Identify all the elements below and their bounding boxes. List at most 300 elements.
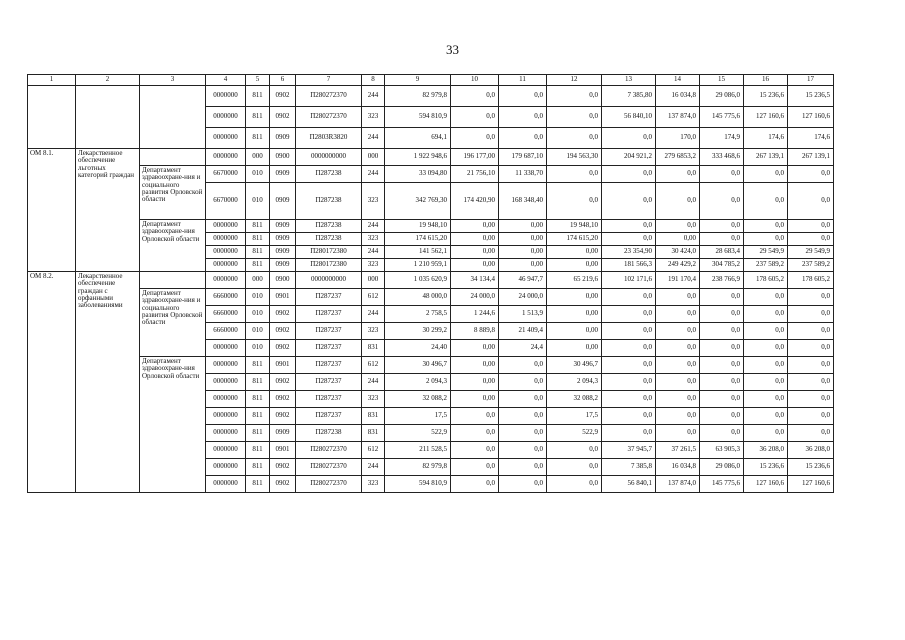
measure-code-cell: ОМ 8.2.: [28, 272, 76, 493]
code-cell: 0000000: [206, 128, 246, 149]
amount-cell: 15 236,5: [788, 86, 834, 107]
code-cell: 0909: [270, 166, 296, 183]
code-cell: 0000000: [206, 233, 246, 246]
amount-cell: 0,00: [451, 233, 499, 246]
amount-cell: 0,0: [547, 128, 602, 149]
amount-cell: 24,40: [385, 340, 451, 357]
amount-cell: 0,0: [656, 408, 700, 425]
amount-cell: 37 261,5: [656, 442, 700, 459]
amount-cell: 141 562,1: [385, 246, 451, 259]
amount-cell: 0,0: [700, 340, 744, 357]
amount-cell: 0,0: [744, 374, 788, 391]
amount-cell: 28 683,4: [700, 246, 744, 259]
code-cell: 0000000: [206, 86, 246, 107]
amount-cell: 0,00: [547, 323, 602, 340]
amount-cell: 0,0: [788, 340, 834, 357]
code-cell: П287238: [296, 425, 362, 442]
department-cell: Департамент здравоохране-ния Орловской области: [140, 220, 206, 272]
column-number-cell: 3: [140, 75, 206, 86]
code-cell: П280272370: [296, 442, 362, 459]
code-cell: 6660000: [206, 323, 246, 340]
code-cell: П280272370: [296, 86, 362, 107]
amount-cell: 16 034,8: [656, 86, 700, 107]
amount-cell: 32 088,2: [547, 391, 602, 408]
amount-cell: 179 687,10: [499, 149, 547, 166]
code-cell: 010: [246, 289, 270, 306]
amount-cell: 0,0: [547, 476, 602, 493]
amount-cell: 145 775,6: [700, 107, 744, 128]
column-number-cell: 12: [547, 75, 602, 86]
code-cell: 811: [246, 357, 270, 374]
amount-cell: 145 775,6: [700, 476, 744, 493]
code-cell: П287238: [296, 220, 362, 233]
amount-cell: 36 208,0: [788, 442, 834, 459]
amount-cell: 0,0: [700, 357, 744, 374]
amount-cell: 0,0: [700, 306, 744, 323]
amount-cell: 0,00: [547, 306, 602, 323]
code-cell: 323: [362, 183, 385, 220]
code-cell: 811: [246, 86, 270, 107]
amount-cell: 194 563,30: [547, 149, 602, 166]
amount-cell: 191 170,4: [656, 272, 700, 289]
measure-title-cell: [76, 86, 140, 149]
code-cell: П287237: [296, 357, 362, 374]
code-cell: П287238: [296, 183, 362, 220]
amount-cell: 0,0: [656, 166, 700, 183]
amount-cell: 32 088,2: [385, 391, 451, 408]
table-row: [28, 357, 834, 374]
amount-cell: 0,0: [547, 442, 602, 459]
code-cell: П280272370: [296, 476, 362, 493]
amount-cell: 196 177,00: [451, 149, 499, 166]
amount-cell: 0,00: [451, 357, 499, 374]
amount-cell: 0,0: [700, 408, 744, 425]
code-cell: 0909: [270, 220, 296, 233]
amount-cell: 0,0: [788, 357, 834, 374]
amount-cell: 15 236,6: [744, 459, 788, 476]
amount-cell: 33 094,80: [385, 166, 451, 183]
measure-title-cell: Лекарственное обеспечение граждан с орфанными заболеваниями: [76, 272, 140, 493]
amount-cell: 174,6: [744, 128, 788, 149]
code-cell: 0901: [270, 289, 296, 306]
amount-cell: 19 948,10: [547, 220, 602, 233]
amount-cell: 137 874,0: [656, 476, 700, 493]
table-row: [28, 149, 834, 166]
measure-title-cell: Лекарственное обеспечение льготных категорий граждан: [76, 149, 140, 272]
amount-cell: 7 385,8: [602, 459, 656, 476]
code-cell: 0000000: [206, 272, 246, 289]
amount-cell: 0,0: [499, 128, 547, 149]
code-cell: 811: [246, 459, 270, 476]
amount-cell: 0,0: [602, 306, 656, 323]
code-cell: 811: [246, 476, 270, 493]
amount-cell: 0,0: [602, 289, 656, 306]
code-cell: 000: [246, 149, 270, 166]
amount-cell: 0,0: [547, 107, 602, 128]
code-cell: 0000000: [206, 374, 246, 391]
amount-cell: 46 947,7: [499, 272, 547, 289]
amount-cell: 0,0: [744, 425, 788, 442]
code-cell: 0000000: [206, 259, 246, 272]
amount-cell: 1 513,9: [499, 306, 547, 323]
code-cell: 811: [246, 425, 270, 442]
code-cell: 0000000: [206, 340, 246, 357]
amount-cell: 127 160,6: [788, 107, 834, 128]
amount-cell: 0,0: [656, 220, 700, 233]
amount-cell: 0,0: [788, 289, 834, 306]
amount-cell: 37 945,7: [602, 442, 656, 459]
amount-cell: 0,0: [602, 391, 656, 408]
amount-cell: 17,5: [385, 408, 451, 425]
code-cell: 0909: [270, 128, 296, 149]
amount-cell: 24,4: [499, 340, 547, 357]
amount-cell: 0,0: [744, 391, 788, 408]
amount-cell: 0,00: [499, 259, 547, 272]
code-cell: 000: [362, 272, 385, 289]
amount-cell: 0,0: [547, 166, 602, 183]
amount-cell: 0,0: [744, 323, 788, 340]
code-cell: 811: [246, 374, 270, 391]
amount-cell: 7 385,80: [602, 86, 656, 107]
column-number-cell: 1: [28, 75, 76, 86]
amount-cell: 0,0: [788, 323, 834, 340]
code-cell: 811: [246, 442, 270, 459]
amount-cell: 24 000,0: [499, 289, 547, 306]
amount-cell: 0,00: [451, 259, 499, 272]
amount-cell: 0,0: [700, 391, 744, 408]
amount-cell: 522,9: [547, 425, 602, 442]
amount-cell: 0,0: [788, 183, 834, 220]
code-cell: 0909: [270, 259, 296, 272]
amount-cell: 0,0: [700, 233, 744, 246]
code-cell: 6670000: [206, 166, 246, 183]
amount-cell: 30 424,0: [656, 246, 700, 259]
amount-cell: 82 979,8: [385, 86, 451, 107]
code-cell: 0909: [270, 233, 296, 246]
amount-cell: 34 134,4: [451, 272, 499, 289]
amount-cell: 178 605,2: [744, 272, 788, 289]
column-number-cell: 13: [602, 75, 656, 86]
amount-cell: 36 208,0: [744, 442, 788, 459]
code-cell: 244: [362, 220, 385, 233]
amount-cell: 0,0: [602, 408, 656, 425]
code-cell: 244: [362, 374, 385, 391]
amount-cell: 16 034,8: [656, 459, 700, 476]
amount-cell: 1 210 959,1: [385, 259, 451, 272]
amount-cell: 0,00: [656, 233, 700, 246]
amount-cell: 0,0: [451, 107, 499, 128]
amount-cell: 694,1: [385, 128, 451, 149]
code-cell: 0000000: [206, 442, 246, 459]
amount-cell: 0,00: [451, 374, 499, 391]
amount-cell: 0,0: [499, 408, 547, 425]
amount-cell: 30 299,2: [385, 323, 451, 340]
amount-cell: 0,0: [602, 340, 656, 357]
code-cell: 010: [246, 323, 270, 340]
amount-cell: 82 979,8: [385, 459, 451, 476]
amount-cell: 0,0: [602, 357, 656, 374]
amount-cell: 30 496,7: [385, 357, 451, 374]
code-cell: П287237: [296, 289, 362, 306]
code-cell: 0902: [270, 459, 296, 476]
amount-cell: 204 921,2: [602, 149, 656, 166]
amount-cell: 0,0: [744, 166, 788, 183]
code-cell: 0902: [270, 323, 296, 340]
code-cell: 0902: [270, 86, 296, 107]
code-cell: 0902: [270, 408, 296, 425]
code-cell: 0000000: [206, 391, 246, 408]
code-cell: 0909: [270, 425, 296, 442]
column-number-cell: 6: [270, 75, 296, 86]
amount-cell: 11 338,70: [499, 166, 547, 183]
amount-cell: 0,0: [744, 233, 788, 246]
code-cell: 811: [246, 107, 270, 128]
code-cell: 0000000: [206, 476, 246, 493]
code-cell: 811: [246, 233, 270, 246]
amount-cell: 2 758,5: [385, 306, 451, 323]
code-cell: 0909: [270, 246, 296, 259]
code-cell: 811: [246, 408, 270, 425]
amount-cell: 0,0: [499, 374, 547, 391]
amount-cell: 237 589,2: [788, 259, 834, 272]
column-number-cell: 7: [296, 75, 362, 86]
amount-cell: 0,0: [656, 340, 700, 357]
amount-cell: 0,0: [656, 391, 700, 408]
amount-cell: 0,0: [451, 476, 499, 493]
code-cell: 811: [246, 128, 270, 149]
code-cell: 323: [362, 233, 385, 246]
amount-cell: 29 549,9: [788, 246, 834, 259]
amount-cell: 1 244,6: [451, 306, 499, 323]
amount-cell: 0,0: [700, 166, 744, 183]
code-cell: 323: [362, 323, 385, 340]
amount-cell: 102 171,6: [602, 272, 656, 289]
code-cell: П280272370: [296, 459, 362, 476]
code-cell: 6660000: [206, 306, 246, 323]
code-cell: 323: [362, 391, 385, 408]
amount-cell: 1 922 948,6: [385, 149, 451, 166]
column-number-cell: 15: [700, 75, 744, 86]
amount-cell: 0,0: [788, 425, 834, 442]
amount-cell: 0,0: [602, 425, 656, 442]
code-cell: 000: [246, 272, 270, 289]
department-cell: [140, 149, 206, 166]
amount-cell: 0,0: [499, 476, 547, 493]
amount-cell: 267 139,1: [788, 149, 834, 166]
code-cell: 811: [246, 220, 270, 233]
amount-cell: 0,0: [499, 425, 547, 442]
column-number-cell: 2: [76, 75, 140, 86]
amount-cell: 127 160,6: [744, 476, 788, 493]
code-cell: 0902: [270, 391, 296, 408]
amount-cell: 0,0: [547, 183, 602, 220]
amount-cell: 0,0: [656, 425, 700, 442]
code-cell: 010: [246, 183, 270, 220]
amount-cell: 19 948,10: [385, 220, 451, 233]
code-cell: 0909: [270, 183, 296, 220]
amount-cell: 0,00: [451, 246, 499, 259]
code-cell: 323: [362, 259, 385, 272]
amount-cell: 170,0: [656, 128, 700, 149]
code-cell: 0902: [270, 374, 296, 391]
amount-cell: 30 496,7: [547, 357, 602, 374]
page-number: 33: [446, 42, 459, 57]
amount-cell: 8 889,8: [451, 323, 499, 340]
code-cell: 0000000: [206, 357, 246, 374]
code-cell: П287237: [296, 374, 362, 391]
amount-cell: 0,0: [744, 220, 788, 233]
amount-cell: 0,0: [656, 374, 700, 391]
table-row: [28, 86, 834, 107]
amount-cell: 0,00: [499, 233, 547, 246]
code-cell: 244: [362, 128, 385, 149]
amount-cell: 29 549,9: [744, 246, 788, 259]
amount-cell: 0,0: [788, 233, 834, 246]
amount-cell: 0,0: [451, 425, 499, 442]
code-cell: 244: [362, 459, 385, 476]
amount-cell: 0,0: [602, 183, 656, 220]
code-cell: 0000000: [206, 425, 246, 442]
amount-cell: 0,0: [788, 306, 834, 323]
code-cell: 323: [362, 107, 385, 128]
amount-cell: 0,0: [656, 306, 700, 323]
amount-cell: 0,0: [700, 323, 744, 340]
code-cell: П287237: [296, 340, 362, 357]
amount-cell: 29 086,0: [700, 459, 744, 476]
column-number-cell: 14: [656, 75, 700, 86]
code-cell: 6660000: [206, 289, 246, 306]
department-cell: Департамент здравоохране-ния и социального развития Орловской области: [140, 289, 206, 357]
code-cell: 244: [362, 166, 385, 183]
column-number-cell: 11: [499, 75, 547, 86]
amount-cell: 279 6853,2: [656, 149, 700, 166]
amount-cell: 174,6: [788, 128, 834, 149]
code-cell: 612: [362, 289, 385, 306]
amount-cell: 0,0: [451, 86, 499, 107]
amount-cell: 127 160,6: [744, 107, 788, 128]
amount-cell: 238 766,9: [700, 272, 744, 289]
amount-cell: 174 420,90: [451, 183, 499, 220]
code-cell: 6670000: [206, 183, 246, 220]
amount-cell: 174 615,20: [547, 233, 602, 246]
code-cell: 811: [246, 259, 270, 272]
amount-cell: 1 035 620,9: [385, 272, 451, 289]
amount-cell: 0,0: [700, 425, 744, 442]
amount-cell: 0,00: [451, 220, 499, 233]
amount-cell: 0,0: [451, 442, 499, 459]
code-cell: 0000000: [206, 220, 246, 233]
amount-cell: 0,0: [602, 166, 656, 183]
amount-cell: 0,0: [744, 340, 788, 357]
code-cell: 0000000000: [296, 149, 362, 166]
amount-cell: 0,0: [602, 233, 656, 246]
amount-cell: 0,0: [451, 408, 499, 425]
amount-cell: 0,0: [499, 391, 547, 408]
code-cell: П280172380: [296, 259, 362, 272]
amount-cell: 594 810,9: [385, 107, 451, 128]
column-number-cell: 10: [451, 75, 499, 86]
department-cell: [140, 86, 206, 149]
budget-table: [27, 74, 834, 493]
code-cell: 010: [246, 166, 270, 183]
amount-cell: 0,00: [547, 259, 602, 272]
amount-cell: 0,0: [602, 374, 656, 391]
code-cell: П287237: [296, 408, 362, 425]
amount-cell: 21 756,10: [451, 166, 499, 183]
amount-cell: 0,0: [788, 220, 834, 233]
code-cell: 0900: [270, 149, 296, 166]
amount-cell: 0,0: [656, 289, 700, 306]
code-cell: 0000000: [206, 107, 246, 128]
code-cell: 0900: [270, 272, 296, 289]
amount-cell: 21 409,4: [499, 323, 547, 340]
measure-code-cell: ОМ 8.1.: [28, 149, 76, 272]
table-row: [28, 272, 834, 289]
code-cell: 0000000: [206, 246, 246, 259]
code-cell: 831: [362, 408, 385, 425]
amount-cell: 0,0: [602, 323, 656, 340]
code-cell: 010: [246, 306, 270, 323]
code-cell: П287237: [296, 391, 362, 408]
amount-cell: 0,0: [499, 442, 547, 459]
amount-cell: 174,9: [700, 128, 744, 149]
amount-cell: 0,0: [744, 306, 788, 323]
code-cell: 0901: [270, 357, 296, 374]
code-cell: П280172380: [296, 246, 362, 259]
department-cell: Департамент здравоохране-ния Орловской области: [140, 357, 206, 493]
amount-cell: 0,00: [547, 340, 602, 357]
amount-cell: 0,0: [700, 289, 744, 306]
table-row: [28, 166, 834, 183]
amount-cell: 63 905,3: [700, 442, 744, 459]
amount-cell: 2 094,3: [385, 374, 451, 391]
amount-cell: 2 094,3: [547, 374, 602, 391]
amount-cell: 0,00: [451, 340, 499, 357]
amount-cell: 0,00: [547, 246, 602, 259]
amount-cell: 0,0: [547, 86, 602, 107]
amount-cell: 0,0: [700, 183, 744, 220]
amount-cell: 211 528,5: [385, 442, 451, 459]
amount-cell: 333 468,6: [700, 149, 744, 166]
amount-cell: 23 354,90: [602, 246, 656, 259]
amount-cell: 267 139,1: [744, 149, 788, 166]
amount-cell: 0,0: [656, 357, 700, 374]
amount-cell: 0,0: [656, 323, 700, 340]
measure-code-cell: [28, 86, 76, 149]
column-number-cell: 17: [788, 75, 834, 86]
amount-cell: 0,0: [602, 128, 656, 149]
code-cell: 811: [246, 391, 270, 408]
column-number-cell: 9: [385, 75, 451, 86]
amount-cell: 0,00: [499, 220, 547, 233]
code-cell: 244: [362, 306, 385, 323]
column-number-cell: 8: [362, 75, 385, 86]
amount-cell: 0,0: [700, 374, 744, 391]
amount-cell: 0,0: [602, 220, 656, 233]
amount-cell: 0,00: [547, 289, 602, 306]
code-cell: 0902: [270, 306, 296, 323]
amount-cell: 342 769,30: [385, 183, 451, 220]
amount-cell: 0,0: [788, 374, 834, 391]
code-cell: 0902: [270, 476, 296, 493]
amount-cell: 522,9: [385, 425, 451, 442]
amount-cell: 56 840,1: [602, 476, 656, 493]
code-cell: П280272370: [296, 107, 362, 128]
code-cell: 0902: [270, 340, 296, 357]
amount-cell: 15 236,6: [744, 86, 788, 107]
amount-cell: 0,0: [788, 408, 834, 425]
amount-cell: 0,0: [744, 408, 788, 425]
